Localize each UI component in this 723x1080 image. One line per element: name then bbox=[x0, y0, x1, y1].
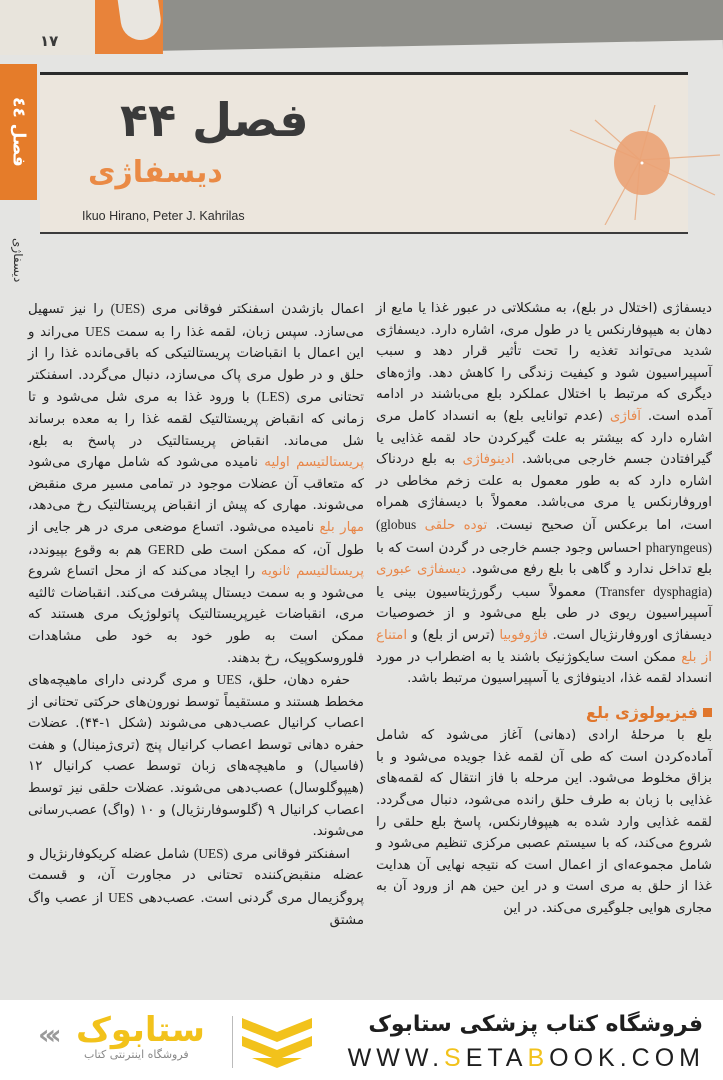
text: (ترس از بلع) و bbox=[407, 627, 500, 643]
latin-term: (Transfer dysphagia) bbox=[595, 583, 712, 599]
running-title-label: دیسفاژی bbox=[11, 237, 25, 283]
chapter-subtitle: دیسفاژی bbox=[88, 155, 223, 190]
text: اسفنکتر فوقانی مری bbox=[228, 846, 350, 862]
logo-name: ستابوک bbox=[76, 1010, 205, 1050]
store-logo[interactable] bbox=[36, 1012, 286, 1072]
square-bullet-icon bbox=[703, 708, 712, 717]
peristalsis-paragraph bbox=[28, 298, 364, 669]
latin-term: GERD bbox=[148, 541, 185, 557]
chapter-title: فصل ۴۴ bbox=[120, 93, 309, 147]
footer-tagline: فروشگاه کتاب پزشکی ستابوک bbox=[368, 1012, 703, 1037]
chapter-tab-label: فصل ٤٤ bbox=[8, 97, 29, 167]
text: ممکن است سایکوژنیک باشند یا به اضطراب در مورد انسداد لقمه غذا، ادینوفاژی یا آسپیراسیون مرتبط باشد. bbox=[376, 649, 712, 687]
text: هم به وقوع بپیوندد، bbox=[28, 542, 149, 558]
latin-term: UES bbox=[85, 323, 111, 339]
page-number: ۱۷ bbox=[40, 32, 59, 50]
text: معمولاً سبب رگورژیتاسیون بینی یا آسپیراسیون ریوی در طی بلع می‌شود و از خصوصیات دیسفاژی اوروفارنژیال است. bbox=[376, 584, 712, 643]
text: و مری گردنی دارای ماهیچه‌های مخطط هستند و مستقیماً توسط نورون‌های حرکتی تحتانی از اعصاب کرانیال عصب‌دهی می‌شوند (شکل ۱-۴۴). عضلات حفره دهانی توسط اعصاب کرانیال پنج (تری‌ژمینال) و هفت (فاسیال) و ماهیچه‌های زبان توسط عصب کرانیال ۱۲ (هیپوگلوسال) عصب‌دهی می‌شوند. عضلات حلقی نیز توسط اعصاب کرانیال ۹ (گلوسوفارنژیال) و ۱۰ (واگ) عصب‌رسانی می‌شوند. bbox=[28, 673, 364, 840]
term-aphagia: آفاژی bbox=[609, 408, 642, 424]
text: را نیز تسهیل می‌سازد. سپس زبان، لقمه غذا را به سمت bbox=[28, 302, 364, 340]
section-heading bbox=[376, 702, 712, 724]
text: به بلع دردناک اشاره دارد که به طور معمول به علت زخم مخاطی در اوروفارنکس یا مری می‌باشد. معمولاً با دیسفاژی همراه است، اما برعکس آن صحیح نیست. bbox=[376, 452, 712, 533]
url-accent: B bbox=[527, 1044, 550, 1072]
url-accent: S bbox=[444, 1044, 466, 1072]
text: نامیده می‌شود. اتساع موضعی مری در هر جایی از طول آن، که ممکن است طی bbox=[28, 519, 364, 558]
text: می‌راند و این اعمال با انقباضات پریستالتیکی که باقی‌مانده غذا را از حلق و در طول مری پاک می‌سازد، دنبال می‌گردد. اسفنکتر تحتانی مری bbox=[28, 324, 365, 406]
footer-url[interactable] bbox=[348, 1044, 705, 1073]
text: دیسفاژی (اختلال در بلع)، به مشکلاتی در عبور غذا یا مایع از دهان به هیپوفارنکس یا در طول مری، اشاره دارد. دیسفاژی شدید می‌تواند تغذیه را تحت تأثیر قرار دهد و سبب آسپیراسیون شود و کیفیت زندگی را کاهش دهد. واژه‌های دیگری که مرتبط با اختلال عملکرد بلع می‌باشند در ادامه آمده است. bbox=[376, 301, 712, 424]
latin-term: UES bbox=[216, 672, 242, 688]
page-corner bbox=[0, 0, 95, 55]
footer-banner bbox=[0, 1000, 723, 1080]
orange-decoration bbox=[95, 0, 163, 54]
innervation-paragraph bbox=[28, 669, 364, 843]
right-column bbox=[376, 298, 712, 920]
url-part: WWW. bbox=[347, 1044, 445, 1072]
intro-paragraph bbox=[376, 298, 712, 690]
logo-tagline: فروشگاه اینترنتی کتاب bbox=[84, 1048, 189, 1061]
url-part: OOK.COM bbox=[549, 1044, 705, 1072]
latin-term: (globus pharyngeus) bbox=[376, 516, 712, 555]
latin-term: UES bbox=[108, 890, 134, 906]
chapter-header bbox=[40, 72, 688, 234]
text bbox=[416, 518, 424, 533]
text: با ورود غذا به مری شل می‌شود و تا زمانی که انقباض پریستالتیک لقمه غذا را به معده برساند شل می‌ماند. انقباض پریستالتیک در پاسخ به بلع، bbox=[28, 390, 364, 449]
latin-term: (LES) bbox=[256, 389, 290, 405]
left-column bbox=[28, 298, 364, 931]
text: احساس وجود جسم خارجی در گردن است که با بلع تداخل ندارد و گاهی با بلع رفع می‌شود. bbox=[376, 540, 712, 578]
book-chevron-icon bbox=[242, 1018, 312, 1068]
text: نامیده می‌شود که شامل مهاری می‌شود که متعاقب آن عضلات موجود در تمامی مسیر مری منقبض می‌شوند. مهاری که پیش از انقباض پریستالتیک رخ می‌دهد، bbox=[28, 455, 364, 514]
term-secondary-peristalsis: پریستالتیسم ثانویه bbox=[260, 564, 364, 580]
splash-icon bbox=[560, 105, 720, 225]
chapter-tab bbox=[0, 64, 37, 200]
logo-divider bbox=[232, 1016, 233, 1068]
section-heading-label: فیزیولوژی بلع bbox=[586, 702, 698, 722]
text: از عصب واگ مشتق bbox=[28, 891, 364, 928]
running-title bbox=[2, 220, 34, 300]
term-primary-peristalsis: پریستالتیسم اولیه bbox=[264, 455, 364, 471]
physiology-paragraph: بلع با مرحلهٔ ارادی (دهانی) آغاز می‌شود که شامل آماده‌کردن است که طی آن لقمه غذا جویده می‌شود و با بزاق مخلوط می‌شود. این مرحله با فاز انتقال که لقمه‌های غذایی با زبان به طرف حلق رانده می‌شود، دنبال می‌گردد. لقمه غذایی وارد شده به هیپوفارنکس، پاسخ بلع حلقی را شروع می‌کند، که با سیستم عصبی مرکزی تنظیم می‌شود و شامل مجموعه‌ای از اعمال است که نتیجه نهایی آن هدایت غذا از حلق به مری است و در این حین هم از ورود آن به مجاری هوایی جلوگیری می‌کند. در این bbox=[376, 728, 712, 917]
latin-term: (UES) bbox=[193, 845, 229, 861]
text: را ایجاد می‌کند که از محل اتساع شروع می‌شود و به سمت دیستال پیشرفت می‌کند. انقباضات ثالثیه مری، انقباضات غیرپریستالتیک پاتولوژیک مری هستند که ممکن است به طور خود به خود طی مشاهدات فلوروسکوپیک، رخ بدهند. bbox=[28, 564, 364, 666]
text: اعمال بازشدن اسفنکتر فوقانی مری bbox=[144, 302, 365, 317]
term-odynophagia: ادینوفاژی bbox=[462, 452, 515, 468]
latin-term: (UES) bbox=[110, 301, 145, 316]
text: حفره دهان، حلق، bbox=[241, 673, 351, 689]
text: (عدم توانایی بلع) به انسداد کامل مری اشاره دارد که بیشتر به علت گیرکردن حاد لقمه غذایی یا گیرافتادن جسم خارجی می‌باشد. bbox=[376, 408, 712, 468]
url-part: ETA bbox=[465, 1044, 528, 1072]
term-swallow-refusal: امتناع از بلع bbox=[376, 627, 712, 665]
term-transfer-dysphagia: دیسفاژی عبوری bbox=[376, 562, 467, 578]
ues-paragraph bbox=[28, 843, 364, 931]
chapter-authors: Ikuo Hirano, Peter J. Kahrilas bbox=[82, 209, 245, 223]
term-deglutitive-inhibition: مهار بلع bbox=[319, 519, 364, 535]
text: شامل عضله کریکوفارنژیال و عضله منقبض‌کننده تحتانی در مجاورت آن، و قسمت پروگزیمال مری گردنی است. عصب‌دهی bbox=[28, 846, 365, 907]
term-globus: توده حلقی bbox=[424, 517, 488, 533]
chevrons-icon: «‹ bbox=[38, 1018, 56, 1051]
term-phagophobia: فاژوفوبیا bbox=[499, 627, 548, 643]
